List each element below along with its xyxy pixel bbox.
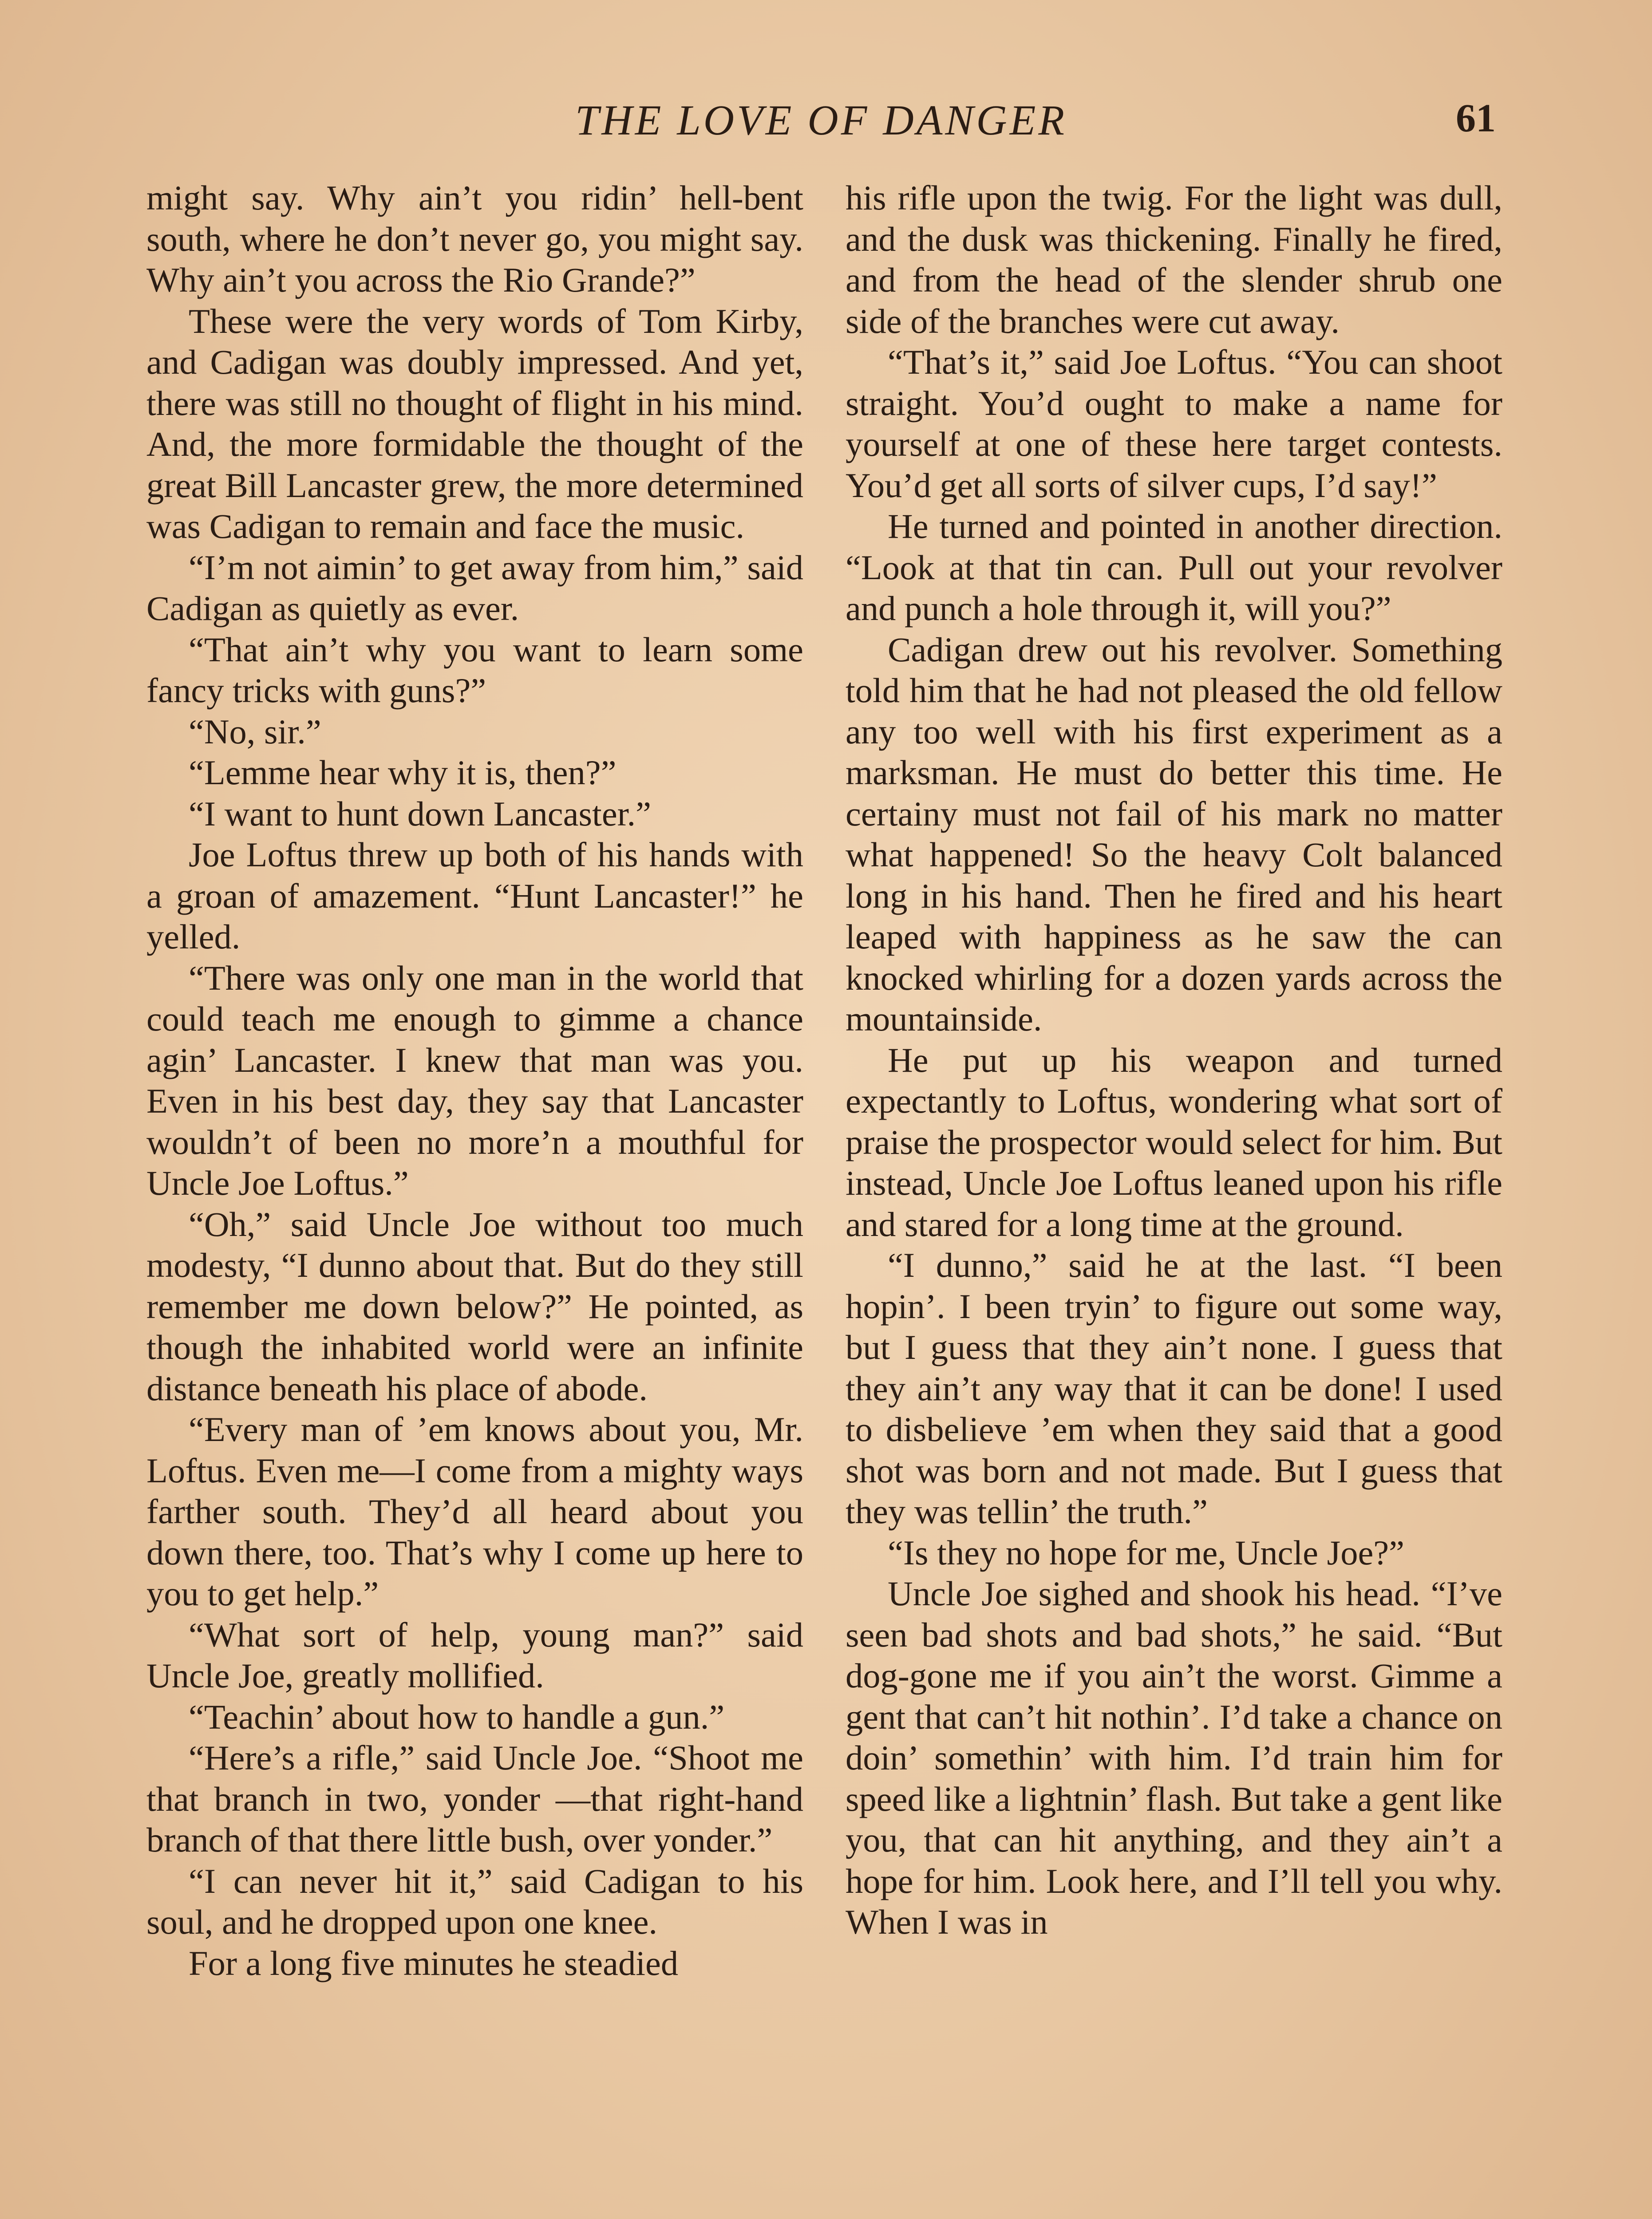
paragraph: “Teachin’ about how to handle a gun.” bbox=[189, 1697, 725, 1736]
paragraph: Cadigan drew out his revolver. Something told him that he had not pleased the old fellow any too well with his first experiment as a marksman. He must do better this time. He certainy must not fail of his mark no matter what happened! So the heavy Colt balanced long in his hand. Then he fired and his heart leaped with happiness as he saw the can knocked whirling for a dozen yards across the mountainside. bbox=[846, 630, 1502, 1038]
paragraph: Uncle Joe sighed and shook his head. “I’ve seen bad shots and bad shots,” he said. “But dog-gone me if you ain’t the worst. Gimme a gent that can’t hit nothin’. I’d take a chance on doin’ somethin’ with him. I’d train him for speed like a lightnin’ flash. But take a gent like you, that can hit anything, and they ain’t a hope for him. Look here, and I’ll tell you why. When I was in bbox=[846, 1574, 1502, 1941]
paragraph: “I want to hunt down Lancaster.” bbox=[189, 794, 651, 833]
paragraph: “What sort of help, young man?” said Uncle Joe, greatly mollified. bbox=[146, 1615, 803, 1695]
paragraph: “I dunno,” said he at the last. “I been hopin’. I been tryin’ to figure out some way, but I guess that they ain’t none. I guess that they ain’t any way that it can be done! I used to disbelieve ’em when they said that a good shot was born and not made. But I guess that they was tellin’ the truth.” bbox=[846, 1246, 1502, 1531]
paragraph: He turned and pointed in another direction. “Look at that tin can. Pull out your revolver and punch a hole through it, will you?” bbox=[846, 507, 1502, 628]
paragraph: “I’m not aimin’ to get away from him,” said Cadigan as quietly as ever. bbox=[146, 548, 803, 628]
paragraph: “Oh,” said Uncle Joe without too much modesty, “I dunno about that. But do they still remember me down below?” He pointed, as though the inhabited world were an infinite distance beneath his place of abode. bbox=[146, 1204, 803, 1408]
right-column bbox=[846, 178, 1502, 1943]
paragraph: his rifle upon the twig. For the light was dull, and the dusk was thickening. Finally he fired, and from the head of the slender shrub one side of the branches were cut away. bbox=[846, 178, 1502, 340]
paragraph: Joe Loftus threw up both of his hands with a groan of amazement. “Hunt Lancaster!” he yelled. bbox=[146, 835, 803, 956]
left-column bbox=[146, 178, 803, 1984]
paragraph: For a long five minutes he steadied bbox=[189, 1943, 679, 1982]
page-header bbox=[146, 95, 1496, 149]
page-number: 61 bbox=[1456, 96, 1496, 140]
paragraph: “That’s it,” said Joe Loftus. “You can shoot straight. You’d ought to make a name for yourself at one of these here target contests. You’d get all sorts of silver cups, I’d say!” bbox=[846, 343, 1502, 505]
paragraph: “Here’s a rifle,” said Uncle Joe. “Shoot me that branch in two, yonder —that right-hand branch of that there little bush, over yonder.” bbox=[146, 1738, 803, 1859]
paragraph: He put up his weapon and turned expectantly to Loftus, wondering what sort of praise the prospector would select for him. But instead, Uncle Joe Loftus leaned upon his rifle and stared for a long time at the ground. bbox=[846, 1040, 1502, 1244]
paragraph: “Every man of ’em knows about you, Mr. Loftus. Even me—I come from a mighty ways farther south. They’d all heard about you down there, too. That’s why I come up here to you to get help.” bbox=[146, 1410, 803, 1613]
paragraph: “Is they no hope for me, Uncle Joe?” bbox=[888, 1533, 1404, 1572]
paragraph: “That ain’t why you want to learn some fancy tricks with guns?” bbox=[146, 630, 803, 710]
paragraph: These were the very words of Tom Kirby, and Cadigan was doubly impressed. And yet, there was still no thought of flight in his mind. And, the more formidable the thought of the great Bill Lancaster grew, the more determined was Cadigan to remain and face the music. bbox=[146, 301, 803, 545]
paragraph: might say. Why ain’t you ridin’ hell-bent south, where he don’t never go, you might say. Why ain’t you across the Rio Grande?” bbox=[146, 178, 803, 299]
paragraph: “No, sir.” bbox=[189, 712, 321, 751]
paragraph: “I can never hit it,” said Cadigan to his soul, and he dropped upon one knee. bbox=[146, 1861, 803, 1941]
paragraph: “Lemme hear why it is, then?” bbox=[189, 753, 617, 792]
paragraph: “There was only one man in the world that could teach me enough to gimme a chance agin’ Lancaster. I knew that man was you. Even in his best day, they say that Lancaster wouldn’t of been no more’n a mouthful for Uncle Joe Loftus.” bbox=[146, 958, 803, 1202]
running-title: THE LOVE OF DANGER bbox=[575, 96, 1067, 144]
